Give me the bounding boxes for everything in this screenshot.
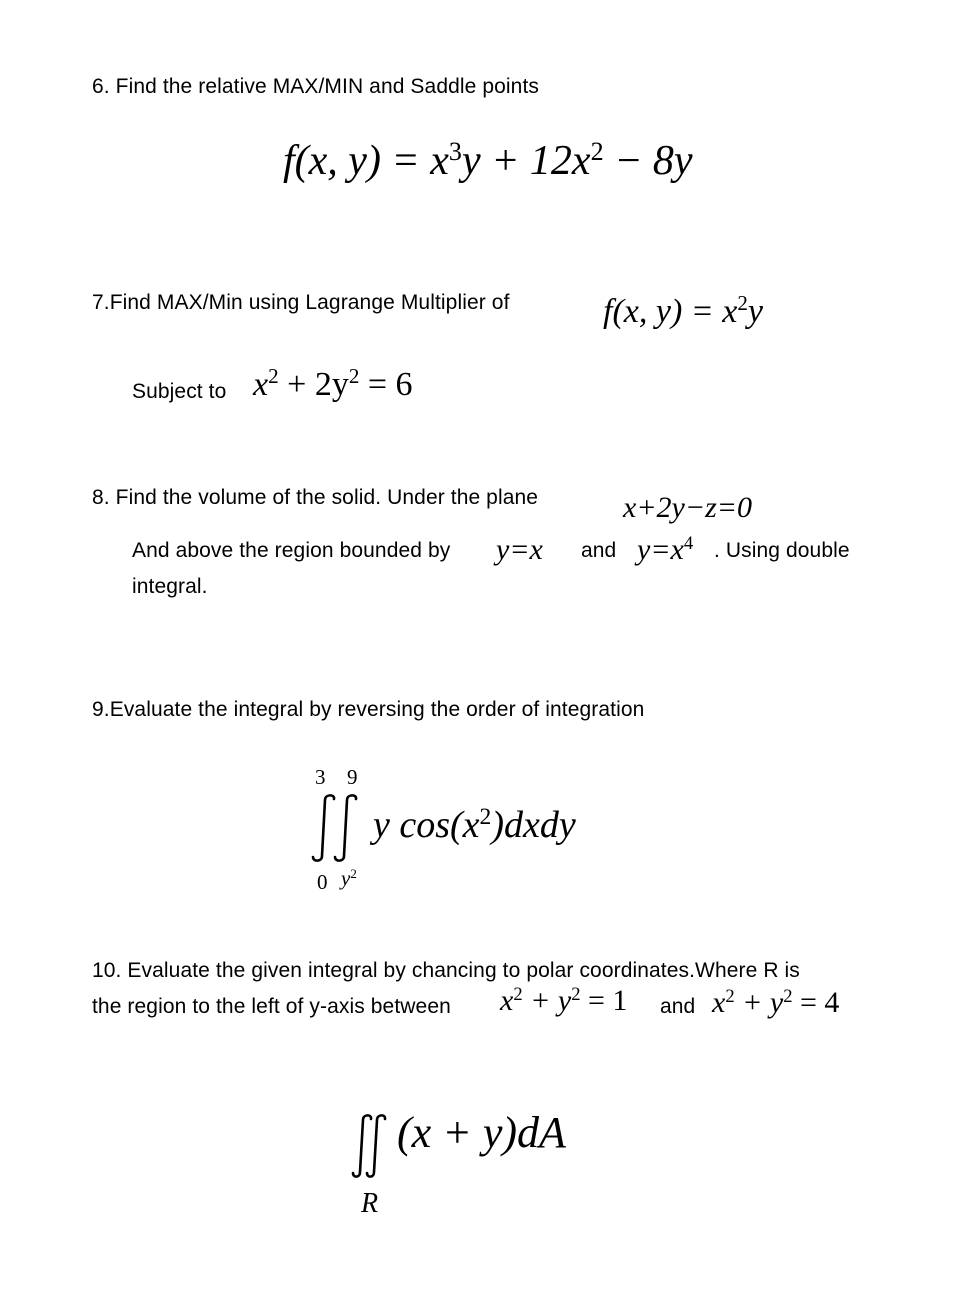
q7-function: f(x, $y) = x^2y$ bbox=[603, 291, 763, 330]
q10-circle2: $x^2 + y^2 = 4$ bbox=[712, 985, 840, 1019]
q10-region-label: R bbox=[361, 1188, 379, 1219]
q7-subject-label: Subject to bbox=[132, 380, 227, 403]
q8-integral-text: integral. bbox=[132, 575, 208, 598]
q8-and: and bbox=[581, 539, 617, 562]
q8-plane: x+2y−z=0 bbox=[623, 491, 753, 524]
q9-integrand: y $\cos(x^2)dxdy$ bbox=[373, 804, 576, 846]
q6-text: 6. Find the relative MAX/MIN and Saddle points bbox=[92, 75, 539, 98]
q10-and: and bbox=[660, 995, 696, 1018]
q9-upper-inner: 9 bbox=[347, 765, 358, 789]
q10-circle1: $x^2 + y^2 = 1$ bbox=[500, 983, 628, 1017]
q10-text-line2: the region to the left of y-axis between bbox=[92, 995, 451, 1018]
q10-text-line1: 10. Evaluate the given integral by chancing to polar coordinates.Where R is bbox=[92, 959, 800, 982]
q8-after-text: . Using double bbox=[714, 539, 850, 562]
q9-inner-integral-sign bbox=[331, 792, 371, 864]
q8-text: 8. Find the volume of the solid. Under the plane bbox=[92, 486, 539, 509]
q9-text: 9.Evaluate the integral by reversing the order of integration bbox=[92, 698, 645, 721]
q6-function: f(x, $y) = x^3y + 12x^2 - 8y$ bbox=[283, 136, 693, 184]
q8-region-text: And above the region bounded by bbox=[132, 539, 451, 562]
q8-curve2: $y=x^4$ bbox=[637, 532, 694, 566]
q9-lower-inner: $y^2$ bbox=[341, 865, 357, 890]
q10-double-integral-sign bbox=[350, 1112, 400, 1182]
q7-constraint: $x^2 + 2y^2 = 6$ bbox=[253, 364, 413, 403]
q10-integrand: (x + y)dA bbox=[397, 1108, 566, 1157]
q9-lower-outer: 0 bbox=[317, 870, 328, 894]
q8-curve1: y=x bbox=[496, 533, 543, 566]
q9-upper-outer: 3 bbox=[315, 765, 326, 789]
q7-text: 7.Find MAX/Min using Lagrange Multiplier of bbox=[92, 291, 510, 314]
